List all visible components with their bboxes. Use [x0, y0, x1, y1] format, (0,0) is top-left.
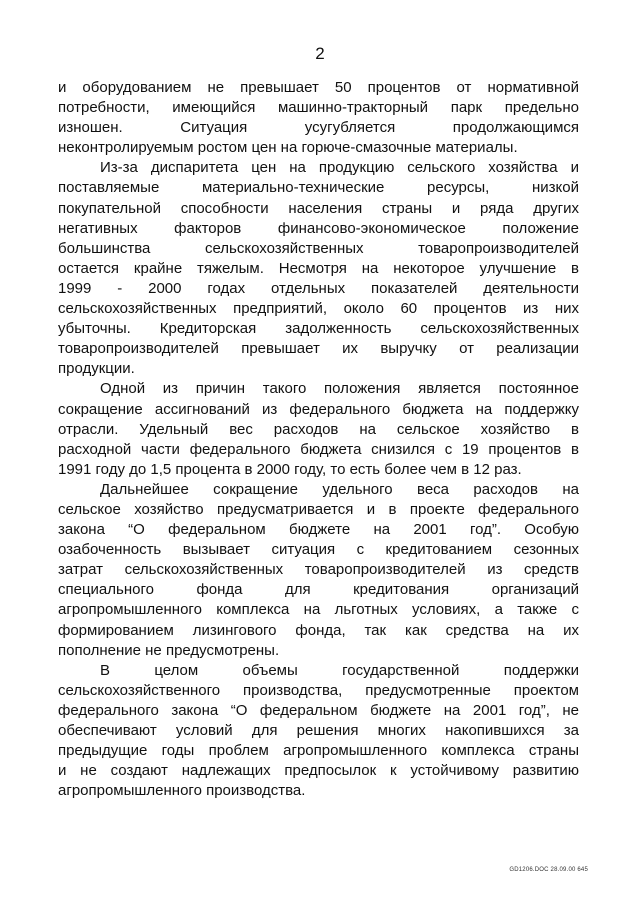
text-line: сельское хозяйство предусматривается и в проекте федерального	[58, 500, 579, 518]
text-line: изношен. Ситуация усугубляется продолжающимся	[58, 119, 579, 137]
text-line: сокращение ассигнований из федерального бюджета на поддержку	[58, 400, 579, 418]
page-number: 2	[315, 44, 325, 63]
text-line: потребности, имеющийся машинно-тракторный парк предельно	[58, 99, 579, 117]
text-line: убыточны. Кредиторская задолженность сельскохозяйственных	[58, 320, 579, 338]
paragraph	[58, 78, 579, 158]
text-line: затрат сельскохозяйственных товаропроизводителей из средств	[58, 561, 579, 579]
paragraph	[58, 480, 579, 661]
text-line: федерального закона “О федеральном бюджете на 2001 год”, не	[58, 701, 579, 719]
text-line: закона “О федеральном бюджете на 2001 год”. Особую	[58, 521, 579, 539]
text-line: сельскохозяйственных предприятий, около 60 процентов из них	[58, 300, 579, 318]
text-line: негативных факторов финансово-экономическое положение	[58, 219, 579, 237]
text-line: обеспечивают условий для решения многих накопившихся за	[58, 722, 579, 739]
text-line: озабоченность вызывает ситуация с кредитованием сезонных	[58, 541, 579, 559]
paragraph	[58, 661, 579, 802]
footer-document-code: GD1206.DOC 28.09.00 645	[509, 867, 588, 873]
text-line: и не создают надлежащих предпосылок к устойчивому развитию	[58, 762, 579, 780]
text-line: продукции.	[58, 360, 135, 378]
text-line: и оборудованием не превышает 50 процентов от нормативной	[58, 79, 579, 96]
text-line: отрасли. Удельный вес расходов на сельское хозяйство в	[58, 420, 579, 438]
text-line: расходной части федерального бюджета снизился с 19 процентов в	[58, 440, 579, 458]
text-line: агропромышленного комплекса на льготных условиях, а также с	[58, 601, 579, 619]
text-line: предыдущие годы проблем агропромышленного комплекса страны	[58, 742, 579, 760]
paragraph	[58, 158, 579, 379]
text-line: 1999 - 2000 годах отдельных показателей деятельности	[58, 279, 579, 297]
text-line: 1991 году до 1,5 процента в 2000 году, то есть более чем в 12 раз.	[58, 460, 522, 478]
text-line: большинства сельскохозяйственных товаропроизводителей	[58, 239, 579, 257]
text-line: агропромышленного производства.	[58, 782, 306, 800]
text-line: формированием лизингового фонда, так как средства на их	[58, 621, 579, 639]
text-line: сельскохозяйственного производства, предусмотренные проектом	[58, 681, 579, 699]
text-line: неконтролируемым ростом цен на горюче-смазочные материалы.	[58, 139, 518, 157]
text-line: товаропроизводителей превышает их выручку от реализации	[58, 340, 579, 358]
text-line: специального фонда для кредитования организаций	[58, 581, 579, 599]
text-line: В целом объемы государственной поддержки	[100, 661, 579, 679]
text-line: покупательной способности населения страны и ряда других	[58, 199, 579, 217]
paragraph	[58, 379, 579, 479]
text-line: Из-за диспаритета цен на продукцию сельского хозяйства и	[100, 159, 579, 177]
document-body	[58, 78, 579, 801]
text-line: остается крайне тяжелым. Несмотря на некоторое улучшение в	[58, 259, 579, 277]
text-line: пополнение не предусмотрены.	[58, 641, 280, 659]
text-line: Дальнейшее сокращение удельного веса расходов на	[100, 480, 579, 498]
text-line: Одной из причин такого положения является постоянное	[100, 380, 579, 398]
text-line: поставляемые материально-технические ресурсы, низкой	[58, 179, 579, 197]
